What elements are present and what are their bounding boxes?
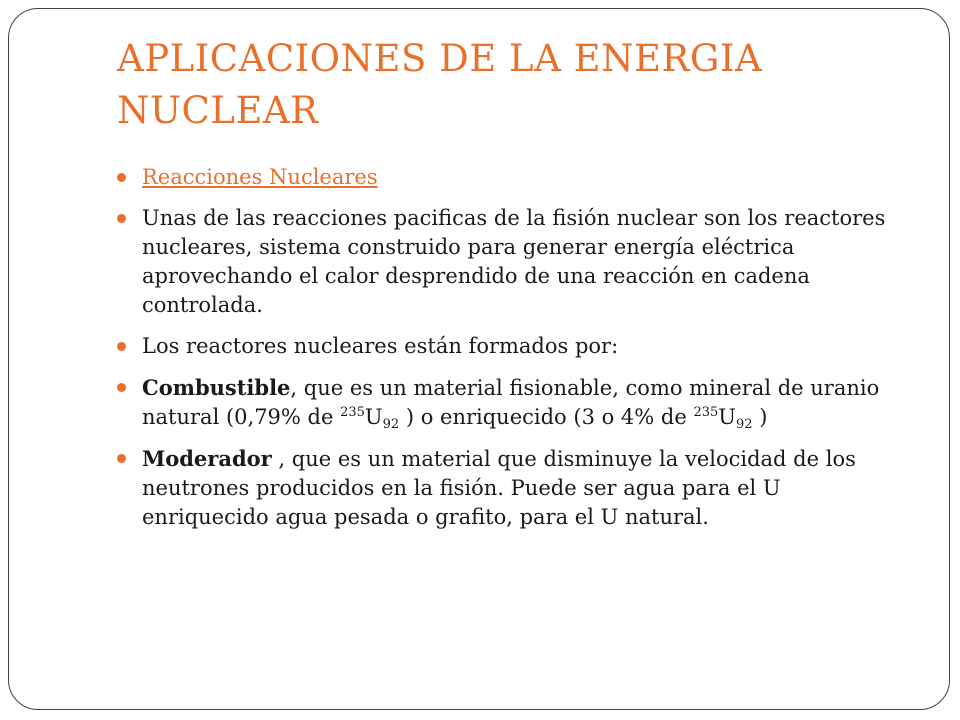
isotope-mass-2: 235 bbox=[693, 405, 719, 420]
isotope-symbol-2: U bbox=[718, 405, 736, 429]
bullet-item-moderador bbox=[115, 444, 905, 532]
slide-frame bbox=[8, 8, 950, 710]
combustible-text-3: ) bbox=[752, 405, 768, 429]
bullet-dot-icon bbox=[117, 342, 126, 351]
moderador-term: Moderador bbox=[142, 446, 272, 471]
isotope-number-1: 92 bbox=[382, 417, 400, 432]
bullet-dot-icon bbox=[117, 214, 126, 223]
reacciones-nucleares-link[interactable]: Reacciones Nucleares bbox=[142, 165, 378, 189]
bullet-item-description bbox=[115, 204, 905, 320]
bullet-dot-icon bbox=[117, 173, 126, 182]
components-intro-text: Los reactores nucleares están formados por: bbox=[142, 334, 619, 358]
bullet-item-combustible bbox=[115, 373, 905, 432]
moderador-text: , que es un material que disminuye la velocidad de los neutrones producidos en la fisión. Puede ser agua para el U enriquecido agua pesada o grafito, para el U natural. bbox=[142, 447, 856, 529]
isotope-symbol-1: U bbox=[364, 405, 383, 429]
combustible-text-2: ) o enriquecido (3 o 4% de bbox=[399, 405, 694, 429]
isotope-mass-1: 235 bbox=[340, 405, 365, 420]
description-text: Unas de las reacciones pacificas de la fisión nuclear son los reactores nucleares, sistema construido para generar energía eléctrica aprovechando el calor desprendido de una reacción en cadena controlada. bbox=[142, 206, 886, 317]
bullet-item-components-intro bbox=[115, 332, 905, 361]
bullet-list bbox=[115, 163, 905, 544]
bullet-dot-icon bbox=[117, 383, 126, 392]
combustible-term: Combustible bbox=[142, 375, 291, 400]
slide-title: APLICACIONES DE LA ENERGIA NUCLEAR bbox=[117, 37, 763, 132]
bullet-dot-icon bbox=[117, 454, 126, 463]
isotope-number-2: 92 bbox=[736, 417, 753, 432]
bullet-item-reacciones bbox=[115, 163, 905, 192]
combustible-text-1: , que es un material fisionable, como mineral de uranio natural (0,79% de bbox=[142, 376, 880, 429]
